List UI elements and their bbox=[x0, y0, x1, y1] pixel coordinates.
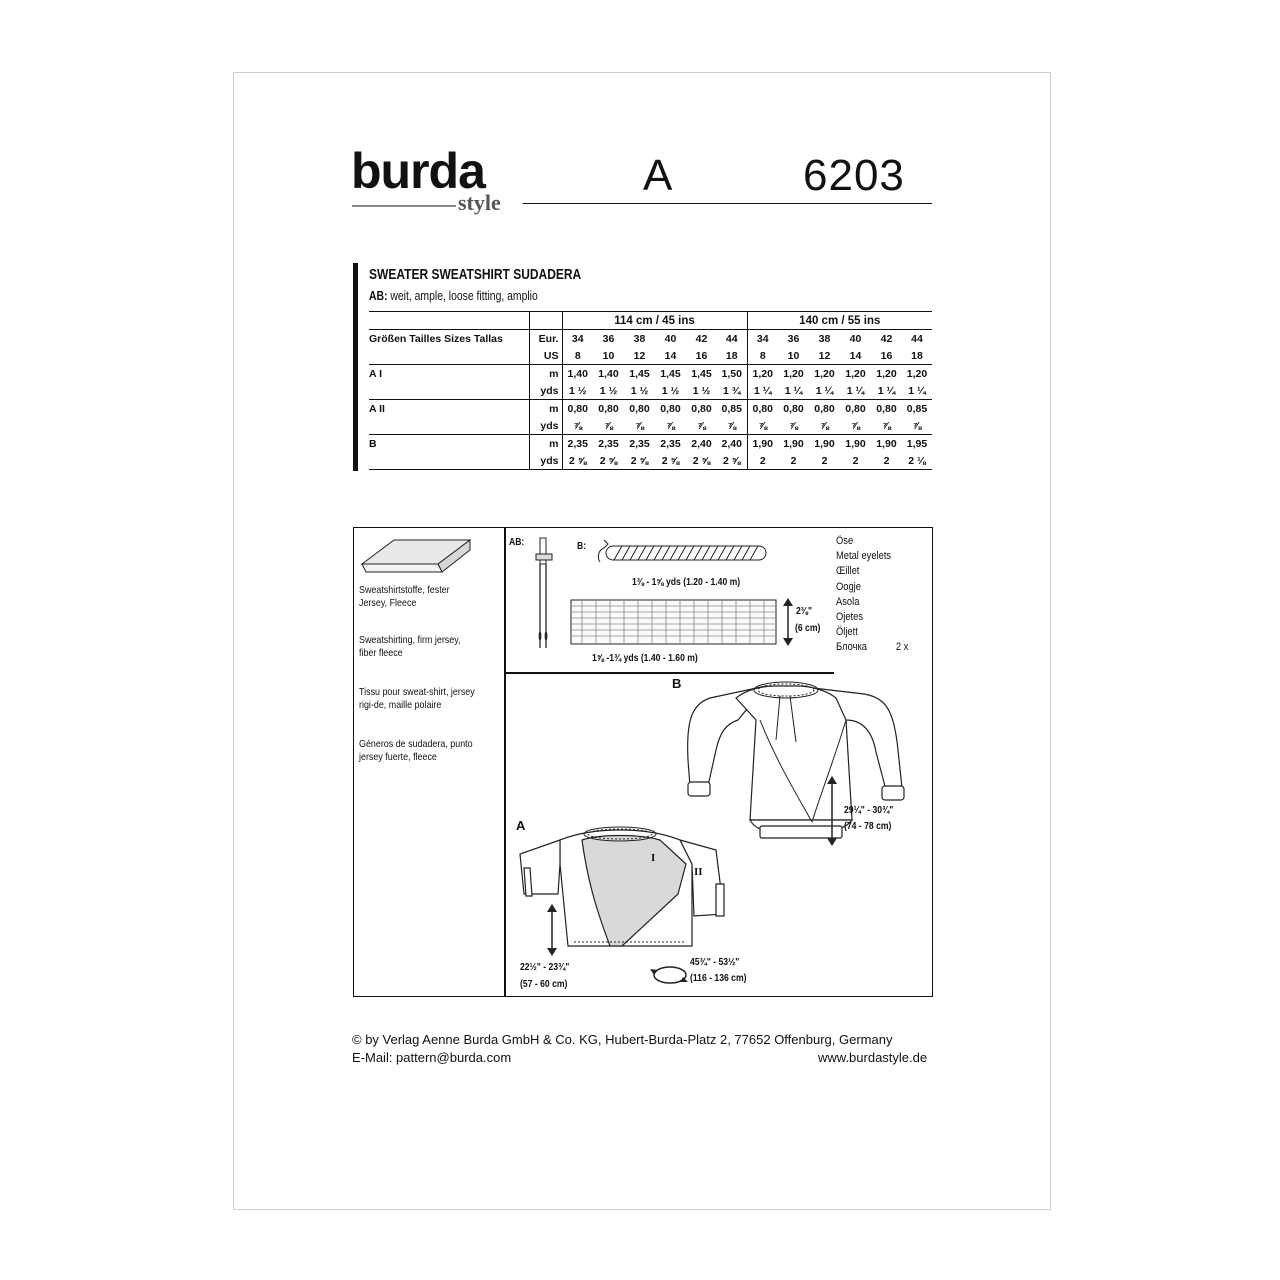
column-divider bbox=[504, 528, 506, 996]
twin-needle-icon bbox=[530, 536, 560, 651]
b-length-cm: (74 - 78 cm) bbox=[844, 820, 892, 832]
rib-length: 1⅝ -1¾ yds (1.40 - 1.60 m) bbox=[592, 652, 698, 664]
eur-label: Eur. bbox=[529, 330, 562, 348]
fabric-fr: Tissu pour sweat-shirt, jersey rigi-de, maille polaire bbox=[359, 686, 475, 711]
copyright-text: © by Verlag Aenne Burda GmbH & Co. KG, Hubert-Burda-Platz 2, 77652 Offenburg, Germany bbox=[352, 1032, 893, 1047]
a-length-arrow-icon bbox=[546, 904, 558, 956]
yardage-table: 114 cm / 45 ins 140 cm / 55 ins Größen Tailles Sizes Tallas Eur. 34 36 38 40 42 44 34 36 38 40 42 44 US 8 10 12 14 16 18 8 10 12 14 16 18 A I m 1,40 1,40 1,45 1,45 1,45 1,50 1,20 1,20 1,20 1,20 1,20 1,20 yds 1 ½ 1 ½ 1 ½ 1 ½ 1 ½ 1 ¾ 1 ¼ 1 ¼ 1 ¼ 1 ¼ 1 ¼ 1 ¼ A II m 0,80 0,80 0,80 0,80 0,80 0,85 0,80 0,80 0,80 0,80 0,80 0,85 yds ⅞ ⅞ ⅞ ⅞ ⅞ ⅞ ⅞ ⅞ ⅞ ⅞ ⅞ ⅞ B m 2,35 2,35 2,35 2,35 2,40 2,40 1,90 1,90 1,90 1,90 1,90 1,95 yds 2 ⅝ 2 ⅝ 2 ⅝ 2 ⅝ 2 ⅝ 2 ⅝ 2 2 2 2 2 2 ⅛ bbox=[369, 311, 932, 470]
view-a-sweater-drawing bbox=[510, 824, 742, 958]
website-link[interactable]: www.burdastyle.de bbox=[818, 1050, 928, 1065]
ribbing-icon bbox=[570, 598, 780, 648]
category-letter: A bbox=[643, 151, 673, 200]
fit-description: AB: weit, ample, loose fitting, amplio bbox=[369, 288, 538, 303]
eyelet-qty: 2 x bbox=[895, 641, 909, 654]
rib-width-arrow-icon bbox=[782, 598, 794, 646]
drawstring-cord-icon bbox=[594, 534, 770, 572]
eyelet-list: Öse Metal eyelets Œillet Oogje Asola Ojetes Öljett Блочка 2 x bbox=[836, 535, 909, 654]
pattern-number: 6203 bbox=[803, 151, 905, 200]
rib-width-in: 2⅜" bbox=[796, 605, 813, 617]
rib-width-cm: (6 cm) bbox=[795, 622, 821, 634]
b-length-arrow-icon bbox=[826, 776, 838, 846]
a-length-in: 22½" - 23¾" bbox=[520, 961, 570, 973]
view-a-label: A bbox=[516, 818, 526, 833]
b-length-in: 29¼" - 30¾" bbox=[844, 804, 894, 816]
table-row: B m 2,35 2,35 2,35 2,35 2,40 2,40 1,90 1,90 1,90 1,90 1,90 1,95 bbox=[369, 435, 932, 453]
us-label: US bbox=[529, 347, 562, 365]
logo-underline bbox=[352, 198, 462, 208]
table-row: yds ⅞ ⅞ ⅞ ⅞ ⅞ ⅞ ⅞ ⅞ ⅞ ⅞ ⅞ ⅞ bbox=[369, 417, 932, 435]
table-row: yds 2 ⅝ 2 ⅝ 2 ⅝ 2 ⅝ 2 ⅝ 2 ⅝ 2 2 2 2 2 2 ⅛ bbox=[369, 452, 932, 470]
brand-logo-sub: style bbox=[458, 190, 501, 215]
notion-ab-label: AB: bbox=[509, 536, 525, 548]
fabric-bolt-icon bbox=[358, 534, 473, 574]
width-114-header: 114 cm / 45 ins bbox=[562, 312, 747, 330]
width-140-header: 140 cm / 55 ins bbox=[747, 312, 932, 330]
sizes-label: Größen Tailles Sizes Tallas bbox=[369, 330, 529, 348]
fabric-es: Géneros de sudadera, punto jersey fuerte, fleece bbox=[359, 738, 473, 763]
fabric-en: Sweatshirting, firm jersey, fiber fleece bbox=[359, 634, 461, 659]
row-divider bbox=[504, 672, 834, 674]
notion-b-label: B: bbox=[577, 540, 587, 552]
a-piece-i-label: I bbox=[651, 852, 656, 864]
view-b-label: B bbox=[672, 676, 682, 691]
a-width-cm: (116 - 136 cm) bbox=[690, 972, 747, 984]
garment-title: SWEATER SWEATSHIRT SUDADERA bbox=[369, 266, 582, 283]
cord-length: 1⅜ - 1⅝ yds (1.20 - 1.40 m) bbox=[632, 576, 741, 588]
table-row: A I m 1,40 1,40 1,45 1,45 1,45 1,50 1,20 1,20 1,20 1,20 1,20 1,20 bbox=[369, 365, 932, 383]
a-length-cm: (57 - 60 cm) bbox=[520, 978, 568, 990]
table-row: A II m 0,80 0,80 0,80 0,80 0,80 0,85 0,80 0,80 0,80 0,80 0,80 0,85 bbox=[369, 400, 932, 418]
notions-views-box bbox=[353, 527, 933, 997]
email-text: E-Mail: pattern@burda.com bbox=[352, 1050, 512, 1065]
a-width-loop-arrow-icon bbox=[650, 962, 690, 988]
fabric-de: Sweatshirtstoffe, fester Jersey, Fleece bbox=[359, 584, 450, 609]
a-width-in: 45¾" - 53½" bbox=[690, 956, 740, 968]
section-bar bbox=[353, 263, 358, 471]
header-rule bbox=[523, 203, 932, 204]
brand-logo: burda bbox=[351, 143, 485, 199]
table-row: yds 1 ½ 1 ½ 1 ½ 1 ½ 1 ½ 1 ¾ 1 ¼ 1 ¼ 1 ¼ 1 ¼ 1 ¼ 1 ¼ bbox=[369, 382, 932, 400]
a-piece-ii-label: II bbox=[694, 866, 703, 878]
